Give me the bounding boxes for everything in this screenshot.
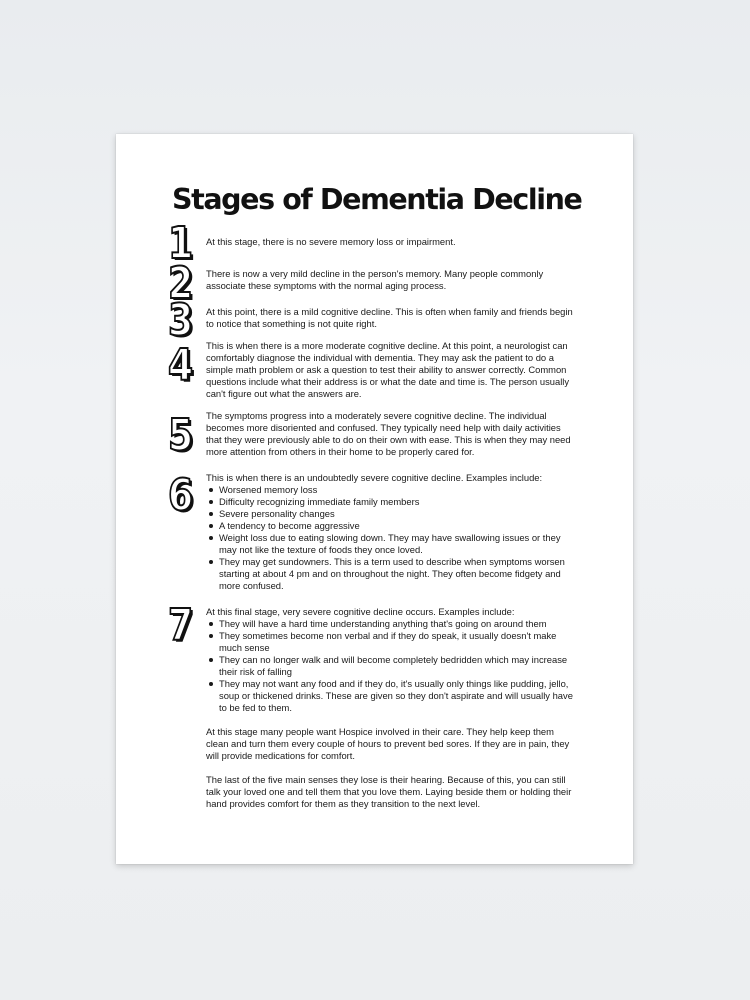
list-item: Weight loss due to eating slowing down. They may have swallowing issues or they may not like the texture of foods they once loved. xyxy=(219,532,578,556)
list-item: They will have a hard time understanding anything that's going on around them xyxy=(219,618,578,630)
stage-description: There is now a very mild decline in the person's memory. Many people commonly associate these symptoms with the normal aging process. xyxy=(206,268,544,291)
stage-text-4 xyxy=(206,340,578,400)
stage-number-4: 4 xyxy=(168,340,194,391)
stage-number-5: 5 xyxy=(168,410,194,461)
stage-number-1: 1 xyxy=(168,218,194,269)
list-item: Severe personality changes xyxy=(219,508,578,520)
stage-text-6 xyxy=(206,472,578,592)
stage-number-2: 2 xyxy=(168,258,194,309)
list-item: Difficulty recognizing immediate family members xyxy=(219,496,578,508)
stage-text-2 xyxy=(206,268,578,292)
stage-description: This is when there is a more moderate cognitive decline. At this point, a neurologist can comfortably diagnose the individual with dementia. They may ask the patient to do a simple math problem or ask a question to test their ability to answer correctly. Common questions include what their address is or what the date and time is. The person usually can't figure out what the answers are. xyxy=(206,340,570,399)
stage-description: The symptoms progress into a moderately severe cognitive decline. The individual becomes more disoriented and confused. They typically need help with daily activities that they were previously able to do on their own with ease. This is when they may need more attention from others in their home to be properly cared for. xyxy=(206,410,571,457)
stage-number-6: 6 xyxy=(168,470,194,521)
stage-description: At this point, there is a mild cognitive decline. This is often when family and friends begin to notice that something is not quite right. xyxy=(206,306,573,329)
hospice-paragraph: At this stage many people want Hospice involved in their care. They help keep them clean and turn them every couple of hours to prevent bed sores. If they are in pain, they will provide medications for comfort. xyxy=(206,726,570,761)
stage-description: This is when there is an undoubtedly severe cognitive decline. Examples include: xyxy=(206,472,543,483)
list-item: They may not want any food and if they do, it's usually only things like pudding, jello, soup or thickened drinks. These are given so they don't aspirate and will usually have to be fed to them. xyxy=(219,678,578,714)
stage-number-7: 7 xyxy=(168,600,194,651)
list-item: Worsened memory loss xyxy=(219,484,578,496)
list-item: They sometimes become non verbal and if they do speak, it usually doesn't make much sense xyxy=(219,630,578,654)
list-item: They can no longer walk and will become completely bedridden which may increase their risk of falling xyxy=(219,654,578,678)
list-item: A tendency to become aggressive xyxy=(219,520,578,532)
page-title: Stages of Dementia Decline xyxy=(172,183,582,216)
stage-description: At this stage, there is no severe memory loss or impairment. xyxy=(206,236,456,247)
stage-7-bullet-list xyxy=(206,618,578,714)
stage-text-1 xyxy=(206,236,578,248)
hearing-paragraph: The last of the five main senses they lose is their hearing. Because of this, you can still talk your loved one and tell them that you love them. Laying beside them or holding their hand provides comfort for them as they transition to the next level. xyxy=(206,774,572,809)
stage-text-3 xyxy=(206,306,578,330)
stage-text-5 xyxy=(206,410,578,458)
poster xyxy=(116,134,633,864)
stage-6-bullet-list xyxy=(206,484,578,592)
stage-number-3: 3 xyxy=(168,295,194,346)
list-item: They may get sundowners. This is a term used to describe when symptoms worsen starting at about 4 pm and on throughout the night. They often become fidgety and more confused. xyxy=(219,556,578,592)
stage-description: At this final stage, very severe cognitive decline occurs. Examples include: xyxy=(206,606,515,617)
stage-text-7 xyxy=(206,606,578,810)
